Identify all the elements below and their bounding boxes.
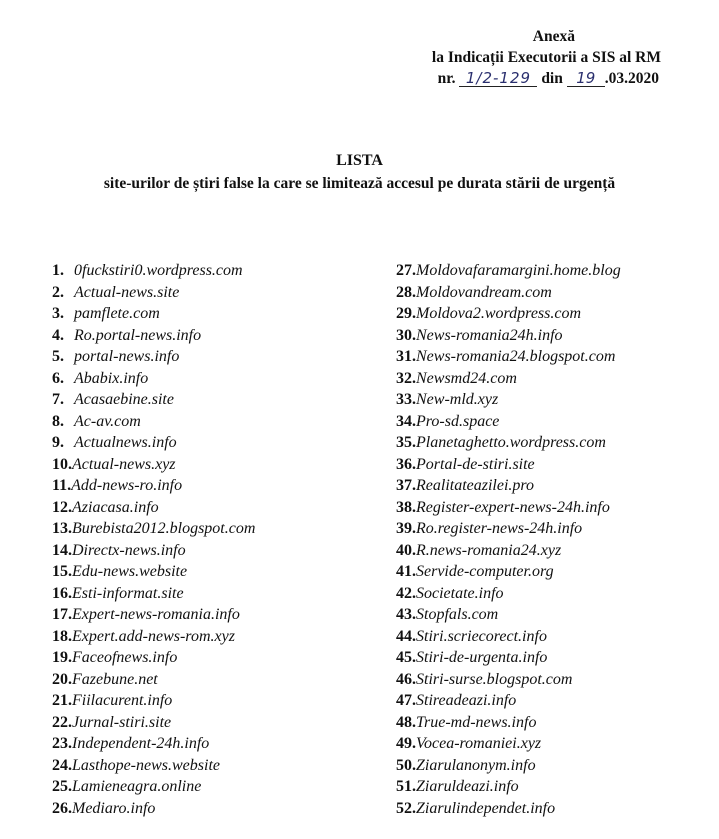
site-name: R.news-romania24.xyz	[416, 541, 562, 559]
list-item	[396, 454, 621, 476]
item-number: 41.	[396, 563, 416, 580]
list-item	[52, 583, 255, 605]
item-number: 26.	[52, 799, 72, 817]
list-item	[52, 647, 255, 669]
list-item	[52, 475, 255, 497]
site-name: New-mld.xyz	[416, 391, 499, 408]
site-name: Add-news-ro.info	[71, 477, 183, 494]
item-number: 14.	[52, 541, 72, 559]
list-title: LISTA	[336, 152, 383, 169]
item-number: 10.	[52, 455, 72, 473]
item-number: 37.	[396, 477, 416, 494]
item-number: 52.	[396, 799, 416, 817]
list-item	[396, 325, 621, 347]
list-item	[52, 690, 255, 712]
site-name: Ro.register-news-24h.info	[416, 520, 583, 537]
list-item	[396, 497, 621, 519]
item-number: 23.	[52, 735, 72, 752]
list-item	[52, 303, 255, 325]
item-number: 35.	[396, 434, 416, 451]
item-number: 30.	[396, 326, 416, 344]
site-name: Burebista2012.blogspot.com	[72, 520, 256, 537]
list-item	[396, 389, 621, 411]
site-name: Pro-sd.space	[416, 412, 500, 430]
site-name: Servide-computer.org	[416, 563, 554, 580]
item-number: 15.	[52, 563, 72, 580]
site-name: Lamieneagra.online	[72, 778, 202, 795]
list-item	[396, 583, 621, 605]
site-name: Expert.add-news-rom.xyz	[72, 627, 235, 645]
list-item	[396, 561, 621, 583]
list-item	[396, 733, 621, 755]
list-item	[396, 303, 621, 325]
annex-subtitle: la Indicații Executorii a SIS al RM	[431, 49, 661, 66]
item-number: 39.	[396, 520, 416, 537]
list-item	[396, 518, 621, 540]
site-name: Ac-av.com	[74, 412, 141, 430]
item-number: 11.	[52, 477, 72, 494]
item-number: 43.	[396, 606, 416, 623]
site-name: Ziarulanonym.info	[416, 756, 536, 774]
list-item	[52, 604, 255, 626]
site-name: Portal-de-stiri.site	[416, 455, 535, 473]
item-number: 50.	[396, 756, 416, 774]
item-number: 3.	[52, 305, 64, 322]
site-name: Stireadeazi.info	[416, 692, 517, 709]
item-number: 18.	[52, 627, 72, 645]
site-name: Independent-24h.info	[72, 735, 210, 752]
nr-label: nr.	[437, 70, 456, 87]
site-name: Mediaro.info	[72, 799, 156, 817]
item-number: 27.	[396, 262, 416, 279]
list-item	[52, 454, 255, 476]
list-item	[52, 540, 255, 562]
item-number: 7.	[52, 391, 64, 408]
site-name: Stiri-de-urgenta.info	[416, 649, 548, 666]
item-number: 6.	[52, 369, 64, 387]
site-name: Jurnal-stiri.site	[72, 713, 172, 731]
list-item	[52, 389, 255, 411]
annex-header	[361, 26, 661, 89]
site-name: Fiilacurent.info	[72, 692, 173, 709]
item-number: 31.	[396, 348, 416, 365]
site-name: Actual-news.xyz	[72, 455, 176, 473]
list-item	[52, 518, 255, 540]
annex-number-line	[361, 68, 661, 89]
item-number: 5.	[52, 348, 64, 365]
list-item	[52, 712, 255, 734]
item-number: 42.	[396, 584, 416, 602]
site-name: portal-news.info	[74, 348, 180, 365]
site-name: Actualnews.info	[74, 434, 177, 451]
list-item	[396, 690, 621, 712]
list-item	[52, 260, 255, 282]
list-item	[396, 669, 621, 691]
item-number: 51.	[396, 778, 416, 795]
item-number: 32.	[396, 369, 416, 387]
item-number: 28.	[396, 283, 416, 301]
site-name: News-romania24h.info	[416, 326, 563, 344]
site-name: Stiri-surse.blogspot.com	[416, 670, 573, 688]
list-item	[396, 798, 621, 820]
site-name: Directx-news.info	[72, 541, 186, 559]
item-number: 1.	[52, 262, 64, 279]
sites-list-right	[396, 260, 621, 819]
list-item	[52, 561, 255, 583]
list-item	[396, 432, 621, 454]
site-name: 0fuckstiri0.wordpress.com	[74, 262, 243, 279]
site-name: Faceofnews.info	[72, 649, 178, 666]
list-item	[52, 432, 255, 454]
list-item	[396, 755, 621, 777]
item-number: 19.	[52, 649, 72, 666]
date-suffix: .03.2020	[604, 70, 659, 87]
item-number: 44.	[396, 627, 416, 645]
item-number: 47.	[396, 692, 416, 709]
item-number: 38.	[396, 498, 416, 516]
item-number: 36.	[396, 455, 416, 473]
list-item	[396, 712, 621, 734]
site-name: Realitateazilei.pro	[416, 477, 535, 494]
site-name: Ziaruldeazi.info	[416, 778, 519, 795]
list-item	[52, 733, 255, 755]
item-number: 48.	[396, 713, 416, 731]
list-item	[396, 368, 621, 390]
list-item	[396, 604, 621, 626]
item-number: 17.	[52, 606, 72, 623]
item-number: 33.	[396, 391, 416, 408]
list-item	[396, 540, 621, 562]
item-number: 29.	[396, 305, 416, 322]
item-number: 46.	[396, 670, 416, 688]
item-number: 16.	[52, 584, 72, 602]
item-number: 2.	[52, 283, 64, 301]
item-number: 25.	[52, 778, 72, 795]
list-item	[396, 626, 621, 648]
site-name: Ro.portal-news.info	[74, 326, 202, 344]
list-subtitle: site-urilor de știri false la care se limitează accesul pe durata stării de urgență	[103, 175, 616, 192]
site-name: Ziarulindependet.info	[416, 799, 556, 817]
site-name: News-romania24.blogspot.com	[416, 348, 616, 365]
list-item	[52, 282, 255, 304]
list-item	[52, 626, 255, 648]
site-name: Ababix.info	[74, 369, 149, 387]
item-number: 40.	[396, 541, 416, 559]
site-name: Edu-news.website	[72, 563, 188, 580]
din-label: din	[541, 70, 563, 87]
list-item	[52, 368, 255, 390]
list-item	[52, 776, 255, 798]
site-name: Aziacasa.info	[72, 498, 159, 516]
sites-list-left	[52, 260, 255, 819]
list-item	[396, 411, 621, 433]
item-number: 49.	[396, 735, 416, 752]
list-item	[396, 282, 621, 304]
list-item	[52, 411, 255, 433]
site-name: Acasaebine.site	[74, 391, 174, 408]
site-name: Moldovafaramargini.home.blog	[416, 262, 621, 279]
site-name: Moldova2.wordpress.com	[416, 305, 582, 322]
list-item	[396, 346, 621, 368]
list-item	[52, 325, 255, 347]
item-number: 45.	[396, 649, 416, 666]
item-number: 9.	[52, 434, 64, 451]
site-name: Register-expert-news-24h.info	[416, 498, 610, 516]
site-name: Actual-news.site	[74, 283, 180, 301]
site-name: Expert-news-romania.info	[72, 606, 240, 623]
list-item	[396, 475, 621, 497]
site-name: True-md-news.info	[416, 713, 537, 731]
handwritten-day: 19	[567, 70, 605, 87]
list-item	[52, 346, 255, 368]
item-number: 20.	[52, 670, 72, 688]
list-item	[52, 755, 255, 777]
site-name: Stopfals.com	[416, 606, 499, 623]
item-number: 24.	[52, 756, 72, 774]
item-number: 12.	[52, 498, 72, 516]
list-item	[396, 776, 621, 798]
item-number: 8.	[52, 412, 64, 430]
list-item	[396, 647, 621, 669]
list-item	[52, 798, 255, 820]
site-name: Vocea-romaniei.xyz	[416, 735, 542, 752]
site-name: pamflete.com	[74, 305, 160, 322]
site-name: Societate.info	[416, 584, 504, 602]
item-number: 13.	[52, 520, 72, 537]
item-number: 21.	[52, 692, 72, 709]
site-name: Newsmd24.com	[416, 369, 517, 387]
site-name: Stiri.scriecorect.info	[416, 627, 547, 645]
site-name: Esti-informat.site	[72, 584, 184, 602]
site-name: Moldovandream.com	[416, 283, 552, 301]
site-name: Planetaghetto.wordpress.com	[416, 434, 606, 451]
item-number: 34.	[396, 412, 416, 430]
list-item	[396, 260, 621, 282]
handwritten-number: 1/2-129	[459, 70, 537, 87]
list-item	[52, 497, 255, 519]
item-number: 4.	[52, 326, 64, 344]
item-number: 22.	[52, 713, 72, 731]
annex-title: Anexă	[532, 28, 575, 45]
site-name: Lasthope-news.website	[72, 756, 220, 774]
list-item	[52, 669, 255, 691]
site-name: Fazebune.net	[72, 670, 158, 688]
